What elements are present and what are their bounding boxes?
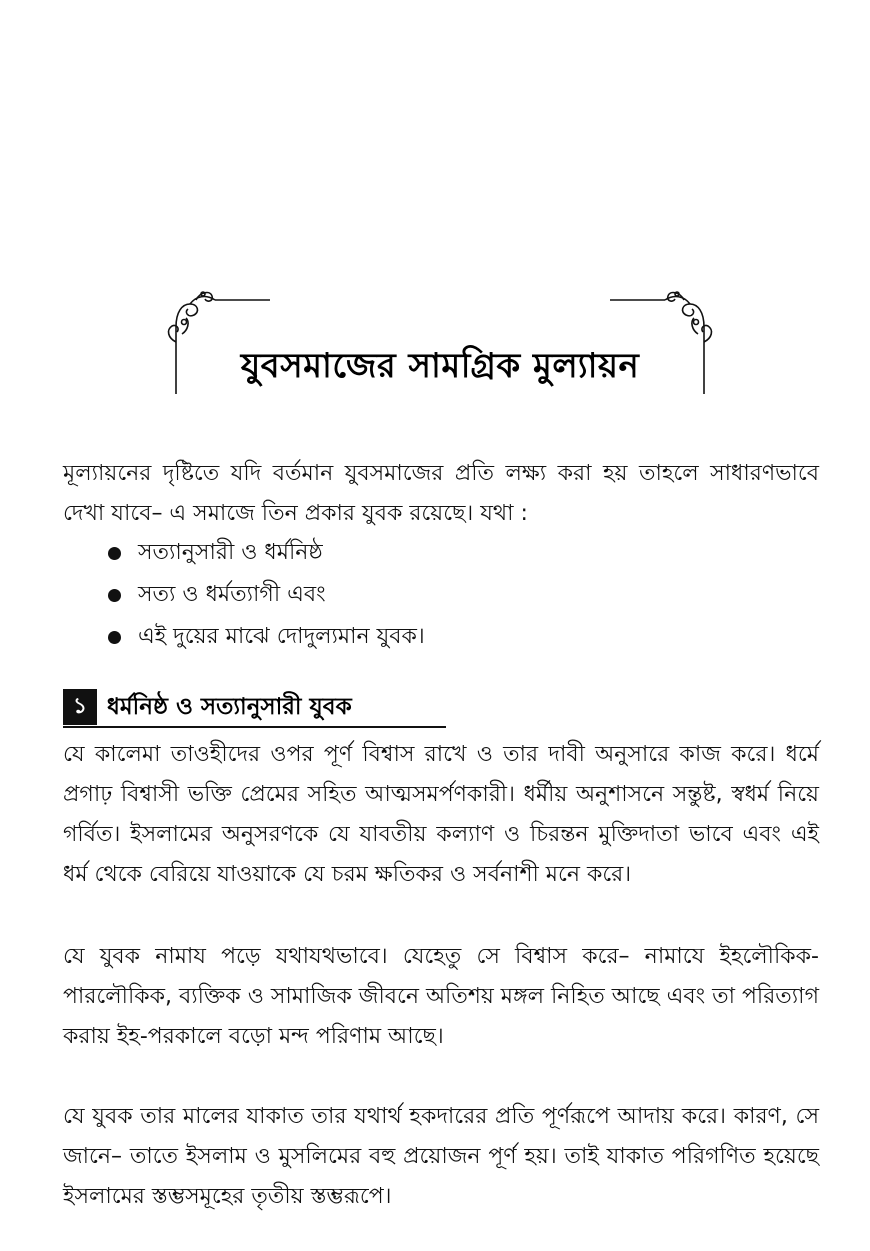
bullet-icon bbox=[108, 589, 121, 602]
list-item bbox=[108, 532, 425, 574]
bullet-icon bbox=[108, 631, 121, 644]
section-number-badge: ১ bbox=[63, 689, 97, 725]
list-item-text: সত্য ও ধর্মত্যাগী এবং bbox=[138, 582, 326, 607]
section-heading bbox=[63, 688, 446, 728]
bullet-list bbox=[108, 532, 425, 658]
section-title: ধর্মনিষ্ঠ ও সত্যানুসারী যুবক bbox=[107, 694, 352, 720]
intro-paragraph: মূল্যায়নের দৃষ্টিতে যদি বর্তমান যুবসমাজের প্রতি লক্ষ্য করা হয় তাহলে সাধারণভাবে দেখা যাবে– এ সমাজে তিন প্রকার যুবক রয়েছে। যথা : bbox=[63, 461, 819, 526]
bullet-icon bbox=[108, 547, 121, 560]
list-item bbox=[108, 574, 425, 616]
body-paragraph-1: যে কালেমা তাওহীদের ওপর পূর্ণ বিশ্বাস রাখে ও তার দাবী অনুসারে কাজ করে। ধর্মে প্রগাঢ় বিশ্বাসী ভক্তি প্রেমের সহিত আত্মসমর্পণকারী। ধর্মীয় অনুশাসনে সন্তুষ্ট, স্বধর্ম নিয়ে গর্বিত। ইসলামের অনুসরণকে যে যাবতীয় কল্যাণ ও চিরন্তন মুক্তিদাতা ভাবে এবং এই ধর্ম থেকে বেরিয়ে যাওয়াকে যে চরম ক্ষতিকর ও সর্বনাশী মনে করে। bbox=[63, 742, 819, 887]
chapter-title-frame bbox=[160, 282, 720, 402]
body-paragraph-2: যে যুবক নামায পড়ে যথাযথভাবে। যেহেতু সে বিশ্বাস করে– নামাযে ইহলৌকিক-পারলৌকিক, ব্যক্তিক ও সামাজিক জীবনে অতিশয় মঙ্গল নিহিত আছে এবং তা পরিত্যাগ করায় ইহ-পরকালে বড়ো মন্দ পরিণাম আছে। bbox=[63, 944, 819, 1049]
body-paragraph-3: যে যুবক তার মালের যাকাত তার যথার্থ হকদারের প্রতি পূর্ণরূপে আদায় করে। কারণ, সে জানে– তাতে ইসলাম ও মুসলিমের বহু প্রয়োজন পূর্ণ হয়। তাই যাকাত পরিগণিত হয়েছে ইসলামের স্তম্ভসমূহের তৃতীয় স্তম্ভরূপে। bbox=[63, 1104, 819, 1209]
chapter-title: যুবসমাজের সামগ্রিক মুল্যায়ন bbox=[240, 346, 640, 386]
list-item-text: সত্যানুসারী ও ধর্মনিষ্ঠ bbox=[138, 540, 323, 565]
section-underline bbox=[63, 726, 446, 728]
list-item bbox=[108, 616, 425, 658]
list-item-text: এই দুয়ের মাঝে দোদুল্যমান যুবক। bbox=[138, 624, 425, 649]
